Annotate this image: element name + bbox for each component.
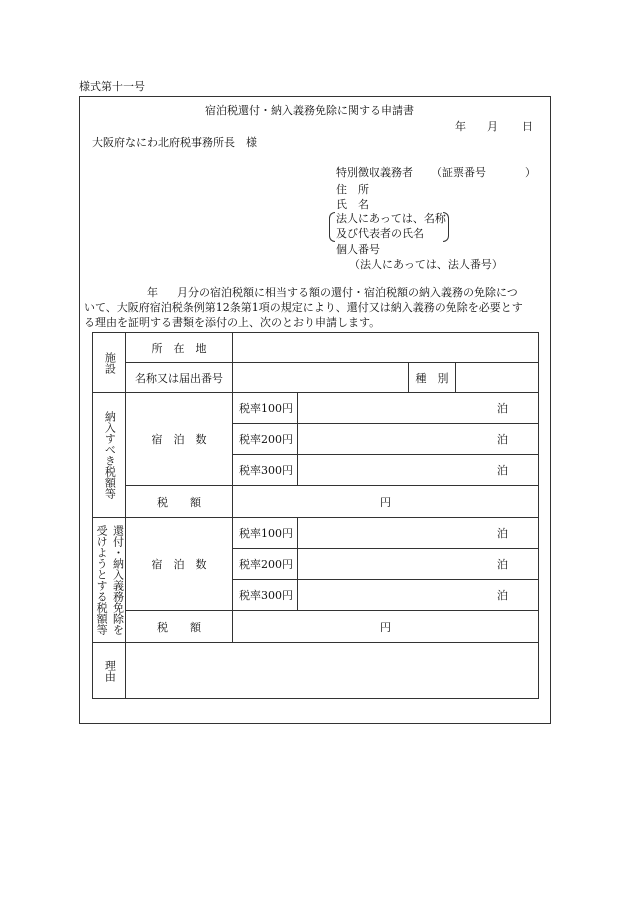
facility-header: 施設	[93, 333, 126, 393]
personal-number-note: （法人にあっては、法人番号）	[349, 258, 503, 271]
location-field[interactable]	[233, 333, 539, 363]
address-label: 住 所	[336, 183, 369, 196]
type-label: 種 別	[409, 363, 456, 393]
facility-name-label: 名称又は届出番号	[126, 363, 233, 393]
payable-rate200-field[interactable]: 泊	[298, 424, 539, 455]
refund-rate300-field[interactable]: 泊	[298, 580, 539, 611]
refund-rate300-label: 税率300円	[233, 580, 298, 611]
type-field[interactable]	[456, 363, 539, 393]
location-label: 所 在 地	[126, 333, 233, 363]
name-label: 氏 名	[336, 198, 369, 211]
corp-note-2: 及び代表者の氏名	[336, 227, 424, 240]
date-year: 年	[455, 120, 466, 133]
payable-rate100-field[interactable]: 泊	[298, 393, 539, 424]
refund-tax-field[interactable]: 円	[233, 611, 539, 643]
application-table	[92, 332, 539, 699]
date-month: 月	[487, 120, 498, 133]
payable-header: 納入すべき税額等	[93, 393, 126, 518]
body-line-1: 月分の宿泊税額に相当する額の還付・宿泊税額の納入義務の免除につ	[177, 286, 518, 299]
reason-header: 理由	[93, 643, 126, 699]
body-line-2: いて、大阪府宿泊税条例第12条第1項の規定により、還付又は納入義務の免除を必要とす	[84, 301, 523, 314]
body-year: 年	[147, 286, 158, 299]
refund-rate100-field[interactable]: 泊	[298, 518, 539, 549]
payable-rate100-label: 税率100円	[233, 393, 298, 424]
refund-header: 受けようとする税額等 還付・納入義務免除を	[93, 518, 126, 643]
payable-tax-field[interactable]: 円	[233, 486, 539, 518]
addressee: 大阪府なにわ北府税事務所長 様	[92, 136, 257, 149]
payable-rate300-field[interactable]: 泊	[298, 455, 539, 486]
payable-stays-label: 宿 泊 数	[126, 393, 233, 486]
payable-rate200-label: 税率200円	[233, 424, 298, 455]
brace-right	[443, 212, 449, 242]
form-title: 宿泊税還付・納入義務免除に関する申請書	[205, 104, 414, 117]
corp-note-1: 法人にあっては、名称	[336, 212, 446, 225]
form-number: 様式第十一号	[79, 80, 145, 93]
refund-stays-label: 宿 泊 数	[126, 518, 233, 611]
cert-number-label: （証票番号	[431, 166, 486, 179]
payable-tax-label: 税 額	[126, 486, 233, 518]
refund-rate200-field[interactable]: 泊	[298, 549, 539, 580]
facility-name-field[interactable]	[233, 363, 409, 393]
refund-tax-label: 税 額	[126, 611, 233, 643]
refund-rate200-label: 税率200円	[233, 549, 298, 580]
cert-number-close: ）	[525, 166, 536, 179]
date-day: 日	[522, 120, 533, 133]
reason-field[interactable]	[126, 643, 539, 699]
brace-left	[329, 212, 335, 242]
applicant-role: 特別徴収義務者	[336, 166, 413, 179]
body-line-3: る理由を証明する書類を添付の上、次のとおり申請します。	[84, 316, 381, 329]
payable-rate300-label: 税率300円	[233, 455, 298, 486]
refund-rate100-label: 税率100円	[233, 518, 298, 549]
personal-number-label: 個人番号	[336, 243, 380, 256]
